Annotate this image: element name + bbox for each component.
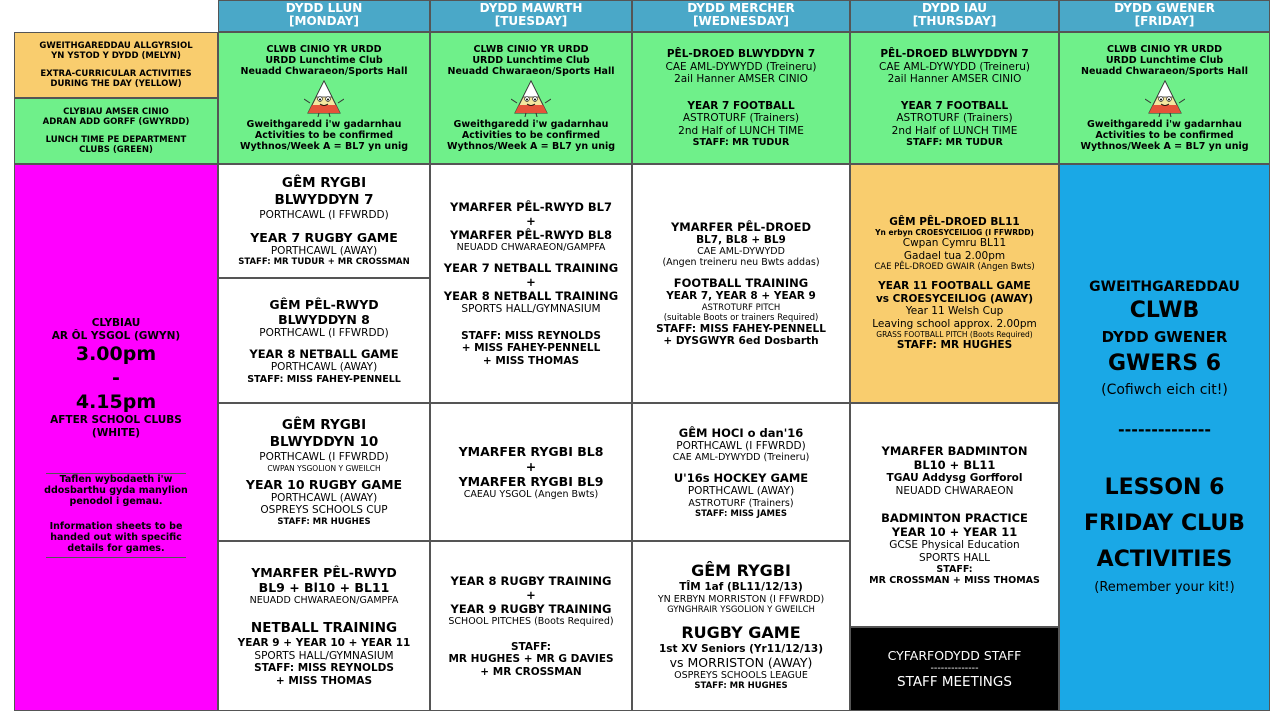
venue: SPORTS HALL/GYMNASIUM (254, 649, 394, 662)
venue: GRASS FOOTBALL PITCH (Boots Required) (876, 330, 1033, 339)
venue: CAE AML-DYWYDD (697, 246, 785, 257)
venue: CAE AML-DYWYDD (Treineru) (665, 60, 817, 73)
staff: MR CROSSMAN + MISS THOMAS (869, 575, 1040, 586)
year-groups: YEAR 10 + YEAR 11 (891, 525, 1018, 539)
activity-title: BLWYDDYN 7 (274, 192, 374, 208)
divider-dashes: -------------- (1118, 419, 1211, 439)
header-thursday (850, 0, 1059, 32)
team: TÎM 1af (BL11/12/13) (679, 581, 803, 593)
venue: CAE AML-DYWYDD (Treineru) (878, 60, 1031, 73)
legend-lunch-clubs (14, 98, 218, 164)
activity-title: GÊM PÊL-RWYD (269, 296, 379, 312)
day-welsh: DYDD GWENER (1114, 1, 1215, 15)
activity-title: YEAR 9 RUGBY TRAINING (450, 601, 612, 616)
activity-title: GÊM RYGBI (691, 561, 791, 580)
venue: NEUADD CHWARAEON (895, 484, 1014, 497)
legend-text: YN YSTOD Y DYDD (MELYN) (51, 51, 181, 61)
activity-title: YMARFER RYGBI BL8 (458, 444, 604, 459)
header-tuesday (430, 0, 632, 32)
opponent: vs MORRISTON (AWAY) (669, 655, 813, 670)
staff: STAFF: MR TUDUR (692, 137, 790, 148)
info-note: Information sheets to be (49, 521, 183, 532)
year-groups: YEAR 9 + YEAR 10 + YEAR 11 (237, 637, 411, 649)
opponent: YN ERBYN MORRISTON (I FFWRDD) (657, 593, 825, 605)
staff: STAFF: MISS JAMES (695, 508, 787, 519)
venue: SPORTS HALL (919, 551, 990, 564)
tuesday-rugby-training-cy (430, 403, 632, 541)
legend-text: GWEITHGAREDDAU ALLGYRSIOL (39, 41, 193, 51)
staff: + DYSGWYR 6ed Dosbarth (663, 335, 819, 347)
competition: Cwpan Cymru BL11 (902, 237, 1007, 249)
activity-title: YMARFER PÊL-DROED (670, 219, 812, 234)
club-title: PÊL-DROED BLWYDDYN 7 (666, 48, 816, 60)
friday-club-activities (1059, 164, 1270, 711)
candy-corn-mascot-icon (511, 79, 551, 117)
venue: ASTROTURF (Trainers) (682, 112, 800, 124)
staff: STAFF: (936, 564, 973, 575)
time-note: 2nd Half of LUNCH TIME (891, 124, 1018, 137)
course: TGAU Addysg Gorfforol (886, 472, 1023, 484)
venue: PORTHCAWL (AWAY) (270, 244, 378, 257)
monday-rugby-y7 (218, 164, 430, 278)
venue: PORTHCAWL (I FFWRDD) (259, 326, 389, 339)
club-title: PÊL-DROED BLWYDDYN 7 (880, 48, 1029, 60)
day-english: [THURSDAY] (912, 14, 997, 28)
monday-netball-y8 (218, 278, 430, 403)
info-note: ddosbarthu gyda manylion (44, 485, 188, 496)
activity-note: Gweithgaredd i'w gadarnhau (453, 119, 609, 130)
week-note: Wythnos/Week A = BL7 yn unig (446, 141, 616, 152)
activity-title: YMARFER BADMINTON (881, 444, 1028, 458)
activity-note: Gweithgaredd i'w gadarnhau (246, 119, 402, 130)
competition: Year 11 Welsh Cup (905, 305, 1004, 317)
staff: + MISS FAHEY-PENNELL (461, 342, 601, 354)
staff: MR HUGHES + MR G DAVIES (448, 653, 614, 666)
activity-title: YMARFER PÊL-RWYD (251, 565, 397, 580)
club-title: YEAR 7 FOOTBALL (687, 99, 795, 112)
staff: + MR CROSSMAN (480, 665, 582, 678)
legend-text: ADRAN ADD GORFF (GWYRDD) (42, 117, 190, 127)
day-welsh: DYDD MERCHER (687, 1, 795, 15)
tuesday-rugby-training-en (430, 541, 632, 711)
club-title: CLWB CINIO YR URDD (1107, 44, 1222, 55)
competition: OSPREYS SCHOOLS LEAGUE (674, 670, 808, 681)
wednesday-football-training (632, 164, 850, 403)
thursday-staff-meetings (850, 627, 1059, 711)
venue: NEUADD CHWARAEON/GAMPFA (249, 595, 399, 606)
equipment-note: (suitable Boots or trainers Required) (663, 312, 819, 323)
day-english: [WEDNESDAY] (692, 14, 790, 28)
monday-rugby-y10 (218, 403, 430, 541)
wednesday-rugby-1st-xv (632, 541, 850, 711)
legend-text: (WHITE) (91, 426, 141, 439)
lunch-friday (1059, 32, 1270, 164)
legend-text: LUNCH TIME PE DEPARTMENT (45, 135, 187, 145)
activity-title: GÊM PÊL-DROED BL11 (889, 215, 1020, 228)
activity-title: GÊM RYGBI (281, 175, 367, 191)
activity-title: BL9 + Bl10 + BL11 (258, 580, 390, 595)
monday-netball-training (218, 541, 430, 711)
lunch-wednesday (632, 32, 850, 164)
after-school-legend (14, 164, 218, 711)
year-groups: BL10 + BL11 (913, 458, 996, 472)
candy-corn-mascot-icon (304, 79, 344, 117)
competition: OSPREYS SCHOOLS CUP (260, 504, 388, 517)
club-title: CLWB CINIO YR URDD (473, 44, 589, 55)
competition: GYNGHRAIR YSGOLION Y GWEILCH (667, 604, 815, 615)
activity-note: Activities to be confirmed (461, 130, 601, 141)
staff: STAFF: MR HUGHES (896, 339, 1013, 351)
opponent: vs CROESYCEILIOG (AWAY) (875, 292, 1034, 305)
venue: PORTHCAWL (I FFWRDD) (259, 209, 389, 221)
activity-title: BLWYDDYN 8 (278, 311, 370, 327)
activity-title: GÊM RYGBI (281, 417, 367, 434)
meeting-title: STAFF MEETINGS (897, 673, 1012, 690)
course: GCSE Physical Education (889, 539, 1020, 551)
equipment-note: (Angen treineru neu Bwts addas) (662, 257, 820, 268)
legend-text: CLYBIAU AMSER CINIO (63, 107, 169, 117)
departure-time: Gadael tua 2.00pm (903, 249, 1006, 262)
divider (46, 557, 186, 558)
club-subtitle: URDD Lunchtime Club (472, 55, 590, 66)
activity-title: YEAR 7 NETBALL TRAINING (443, 261, 619, 275)
plus-sign: + (526, 214, 536, 228)
staff: STAFF: MR TUDUR + MR CROSSMAN (238, 257, 410, 267)
end-time: 4.15pm (75, 391, 157, 413)
legend-text: AR ÔL YSGOL (GWYN) (51, 329, 181, 342)
lesson: LESSON 6 (1104, 474, 1225, 500)
time-separator: - (112, 367, 120, 389)
activity-note: Activities to be confirmed (254, 130, 394, 141)
kit-reminder: (Cofiwch eich cit!) (1101, 381, 1228, 398)
staff: STAFF: MISS REYNOLDS (461, 329, 601, 342)
venue: NEUADD CHWARAEON/GAMPFA (456, 242, 606, 253)
venue: Neuadd Chwaraeon/Sports Hall (1081, 66, 1248, 77)
venue: PORTHCAWL (AWAY) (270, 361, 378, 373)
thursday-badminton (850, 403, 1059, 627)
staff: STAFF: (510, 640, 551, 653)
venue: CAEAU YSGOL (Angen Bwts) (463, 489, 599, 500)
meeting-title: CYFARFODYDD STAFF (887, 647, 1022, 663)
activity-title: YMARFER RYGBI BL9 (458, 474, 604, 489)
start-time: 3.00pm (75, 343, 157, 365)
venue: CAE AML-DYWYDD (Treineru) (672, 452, 810, 463)
club-subtitle: URDD Lunchtime Club (1105, 55, 1224, 66)
day-welsh: DYDD MAWRTH (479, 1, 583, 15)
club-title: CLWB CINIO YR URDD (266, 44, 382, 55)
staff: + MISS THOMAS (275, 674, 373, 687)
venue: PORTHCAWL (AWAY) (270, 491, 378, 504)
day-english: [FRIDAY] (1134, 14, 1195, 28)
staff: STAFF: MR TUDUR (906, 137, 1003, 148)
venue: PORTHCAWL (AWAY) (687, 485, 795, 497)
year-groups: BL7, BL8 + BL9 (696, 233, 786, 246)
kit-reminder: (Remember your kit!) (1094, 579, 1235, 595)
activity-title: NETBALL TRAINING (250, 620, 398, 636)
venue: CAE PÊL-DROED GWAIR (Angen Bwts) (874, 262, 1035, 272)
activity-title: DYDD GWENER (1101, 327, 1228, 346)
activity-title: YEAR 11 FOOTBALL GAME (878, 280, 1031, 292)
divider-dashes: -------------- (930, 662, 979, 674)
info-note: Taflen wybodaeth i'w (59, 474, 173, 485)
header-monday (218, 0, 430, 32)
info-note: handed out with specific (50, 532, 182, 543)
activity-title: U'16s HOCKEY GAME (673, 471, 809, 485)
info-note: details for games. (67, 543, 165, 554)
day-english: [TUESDAY] (494, 14, 568, 28)
venue: PORTHCAWL (I FFWRDD) (676, 439, 806, 452)
club-subtitle: URDD Lunchtime Club (265, 55, 383, 66)
activity-title: YMARFER PÊL-RWYD BL8 (450, 228, 612, 242)
activity-title: CLWB (1129, 297, 1200, 323)
plus-sign: + (526, 275, 536, 289)
legend-extracurricular (14, 32, 218, 98)
staff: STAFF: MR HUGHES (277, 516, 371, 527)
venue: ASTROTURF PITCH (701, 302, 781, 313)
staff: STAFF: MISS FAHEY-PENNELL (656, 322, 826, 335)
activity-title: YEAR 7 RUGBY GAME (250, 229, 398, 245)
day-english: [MONDAY] (289, 14, 359, 28)
staff: STAFF: MISS REYNOLDS (254, 662, 394, 674)
legend-text: CLYBIAU (91, 317, 141, 329)
header-friday (1059, 0, 1270, 32)
venue: Neuadd Chwaraeon/Sports Hall (447, 66, 615, 77)
activity-title: FOOTBALL TRAINING (673, 276, 809, 290)
year-groups: YEAR 7, YEAR 8 + YEAR 9 (666, 290, 816, 302)
activity-title: YEAR 8 RUGBY TRAINING (450, 573, 612, 588)
club-title: YEAR 7 FOOTBALL (900, 99, 1009, 112)
time-note: 2ail Hanner AMSER CINIO (887, 73, 1022, 85)
activity-note: Gweithgaredd i'w gadarnhau (1087, 119, 1242, 130)
legend-text: EXTRA-CURRICULAR ACTIVITIES (40, 69, 192, 79)
lunch-thursday (850, 32, 1059, 164)
venue: SCHOOL PITCHES (Boots Required) (448, 615, 614, 627)
staff: STAFF: MR HUGHES (694, 681, 788, 691)
activity-title: BADMINTON PRACTICE (881, 511, 1028, 525)
team: 1st XV Seniors (Yr11/12/13) (658, 642, 824, 655)
lunch-monday (218, 32, 430, 164)
competition: CWPAN YSGOLION Y GWEILCH (267, 463, 381, 473)
activity-title: FRIDAY CLUB (1084, 510, 1245, 536)
week-note: Wythnos/Week A = BL7 yn unig (239, 141, 409, 152)
departure-time: Leaving school approx. 2.00pm (872, 317, 1037, 330)
plus-sign: + (526, 587, 536, 602)
activity-title: YEAR 8 NETBALL GAME (249, 347, 399, 361)
activity-title: YEAR 8 NETBALL TRAINING (443, 289, 619, 303)
time-note: 2ail Hanner AMSER CINIO (674, 73, 808, 85)
opponent: Yn erbyn CROESYCEILIOG (I FFWRDD) (875, 228, 1034, 237)
legend-text: DURING THE DAY (YELLOW) (50, 79, 182, 89)
staff: + MISS THOMAS (482, 354, 580, 367)
thursday-football-y11 (850, 164, 1059, 403)
lunch-tuesday (430, 32, 632, 164)
week-note: Wythnos/Week A = BL7 yn unig (1080, 141, 1249, 152)
staff: STAFF: MISS FAHEY-PENNELL (247, 373, 401, 385)
tuesday-netball-training (430, 164, 632, 403)
legend-text: AFTER SCHOOL CLUBS (50, 414, 182, 426)
activity-title: BLWYDDYN 10 (269, 434, 379, 451)
time-note: 2nd Half of LUNCH TIME (678, 124, 804, 137)
venue: ASTROTURF (Trainers) (896, 112, 1013, 124)
legend-text: CLUBS (GREEN) (79, 145, 153, 155)
candy-corn-mascot-icon (1145, 79, 1185, 117)
activity-title: YEAR 10 RUGBY GAME (245, 476, 403, 492)
venue: Neuadd Chwaraeon/Sports Hall (240, 66, 408, 77)
info-note: penodol i gemau. (69, 496, 163, 507)
activity-title: GÊM HOCI o dan'16 (678, 425, 804, 440)
day-welsh: DYDD LLUN (285, 1, 363, 15)
activity-title: YMARFER PÊL-RWYD BL7 (450, 200, 612, 214)
activity-note: Activities to be confirmed (1095, 130, 1234, 141)
activity-title: RUGBY GAME (681, 622, 801, 642)
header-wednesday (632, 0, 850, 32)
venue: ASTROTURF (Trainers) (688, 497, 794, 509)
activity-title: GWEITHGAREDDAU (1089, 278, 1240, 295)
activity-title: ACTIVITIES (1096, 546, 1233, 572)
wednesday-hockey-u16 (632, 403, 850, 541)
day-welsh: DYDD IAU (921, 1, 987, 15)
venue: PORTHCAWL (I FFWRDD) (259, 451, 389, 464)
venue: SPORTS HALL/GYMNASIUM (461, 303, 601, 315)
plus-sign: + (525, 459, 537, 474)
lesson: GWERS 6 (1107, 350, 1222, 376)
